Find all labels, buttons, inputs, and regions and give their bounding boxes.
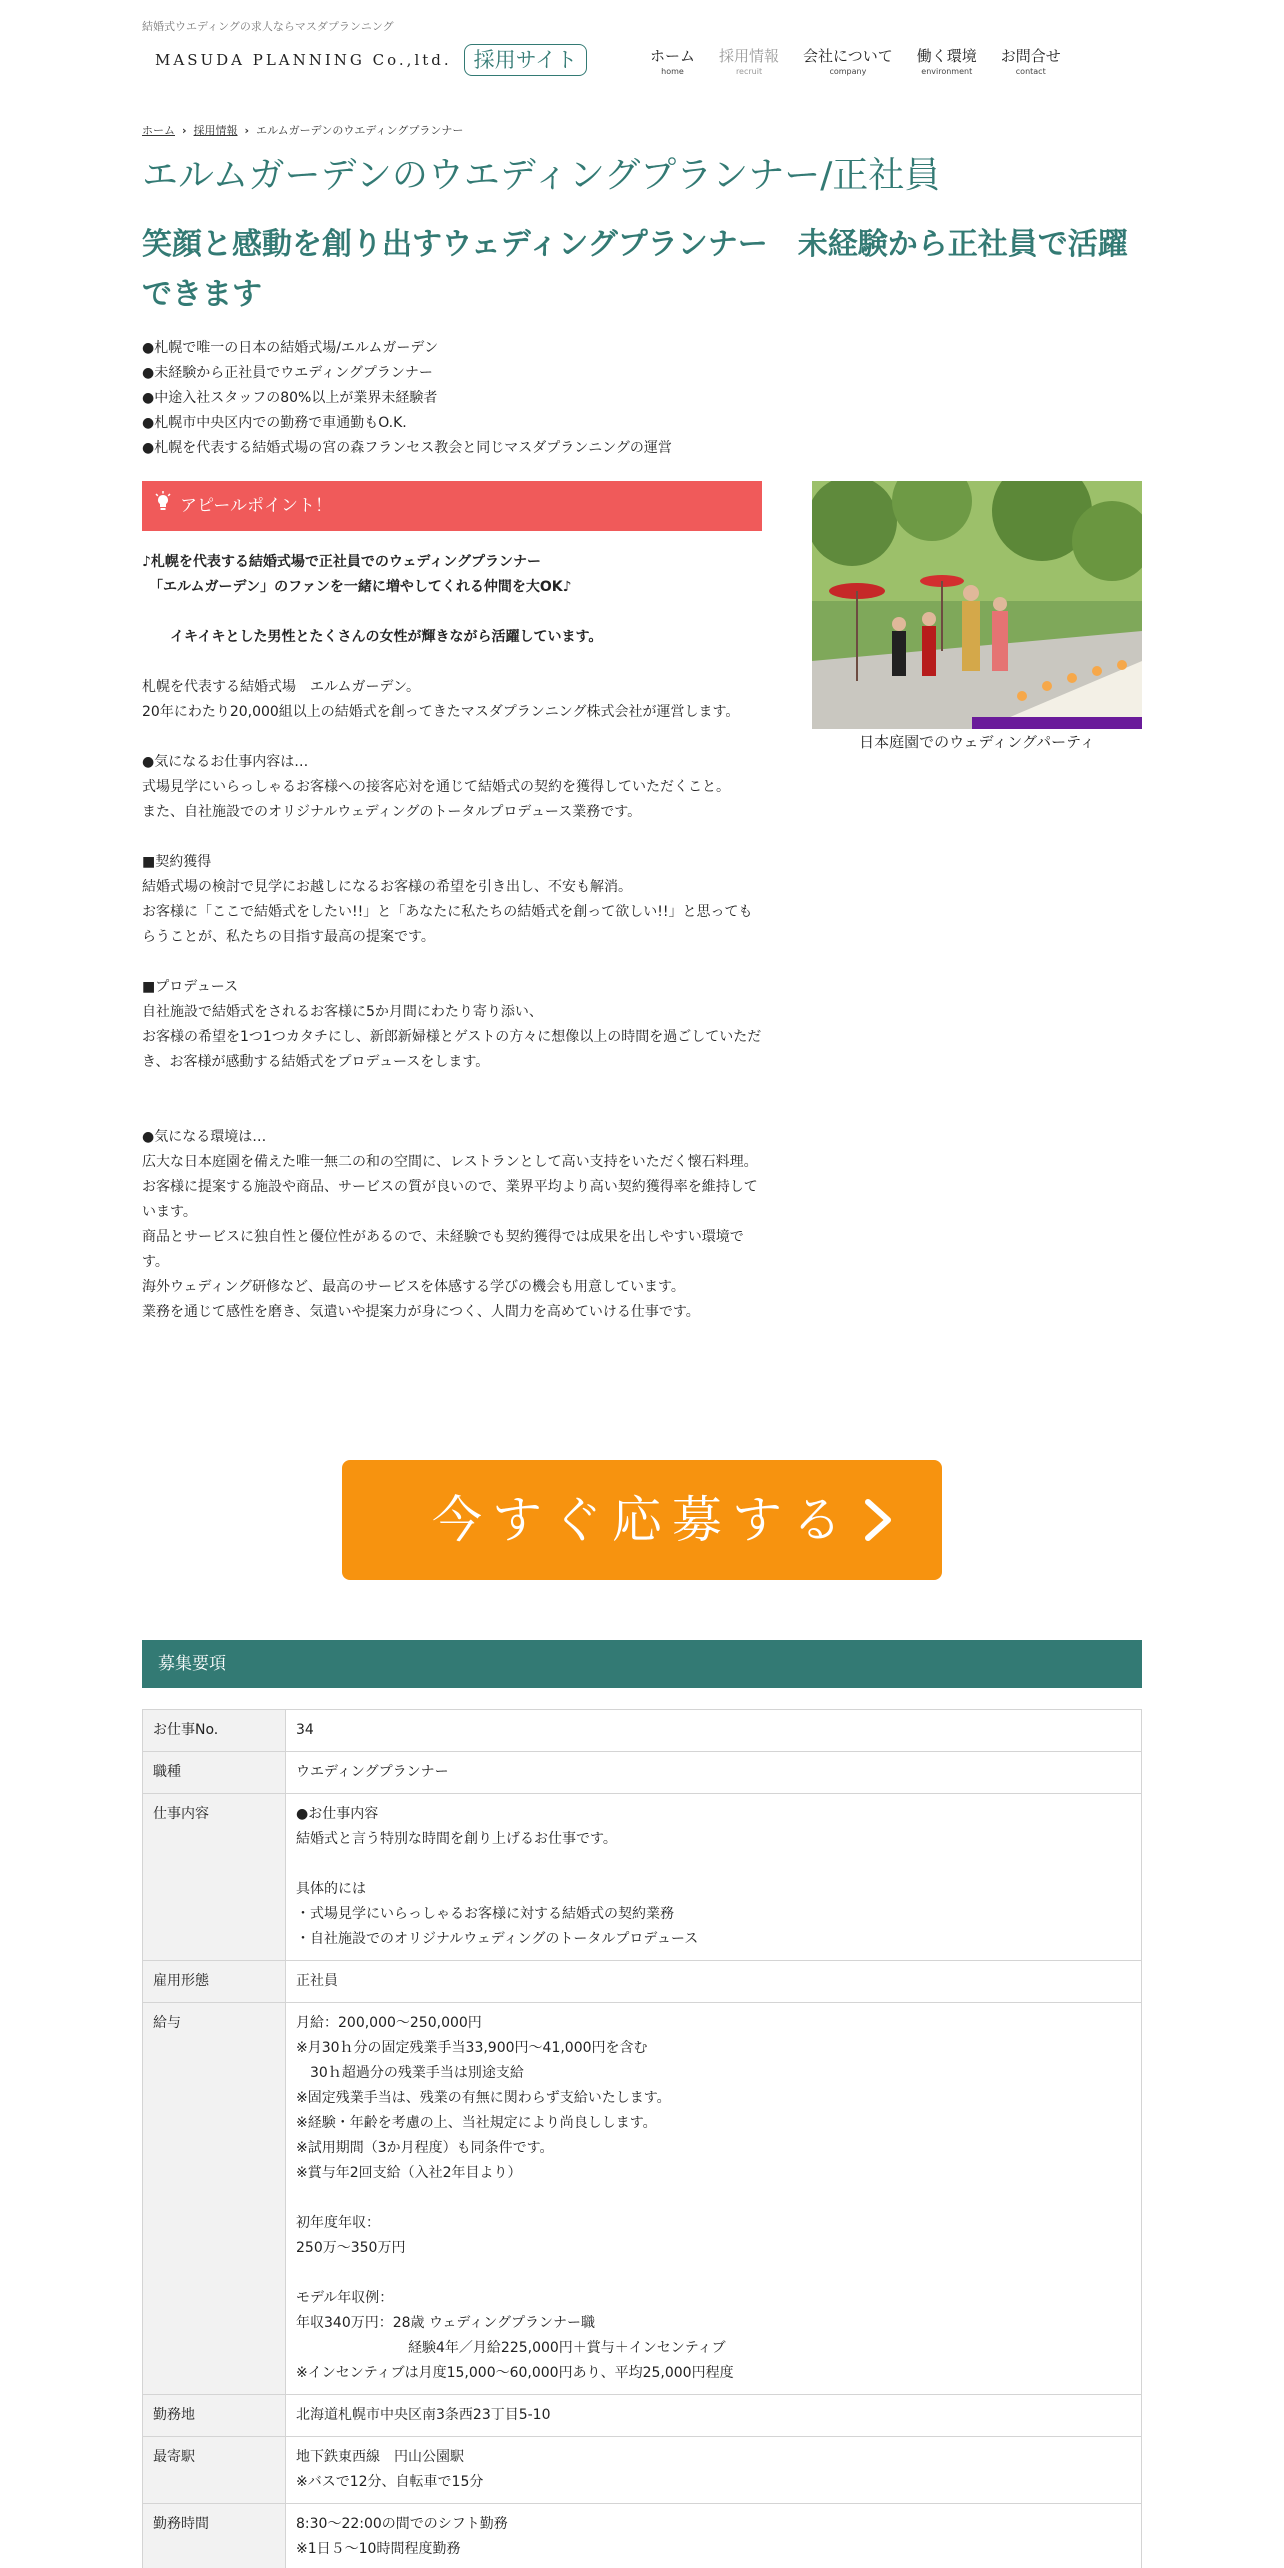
nav-company[interactable] bbox=[791, 46, 905, 77]
lightbulb-icon bbox=[154, 491, 172, 521]
appeal-paragraph: ●気になるお仕事内容は… 式場見学にいらっしゃるお客様への接客応対を通じて結婚式の契約を獲得していただくこと。 また、自社施設でのオリジナルウェディングのトータルプロデュース業務です。 bbox=[142, 754, 730, 820]
table-row bbox=[143, 2437, 1142, 2504]
nav-sublabel: home bbox=[661, 67, 684, 76]
list-item: ●札幌を代表する結婚式場の宮の森フランセス教会と同じマスダプランニングの運営 bbox=[142, 440, 672, 456]
breadcrumb bbox=[142, 121, 463, 141]
requirements-table bbox=[142, 1709, 1142, 2568]
table-row bbox=[143, 2504, 1142, 2568]
row-value: ウエディングプランナー bbox=[286, 1752, 1142, 1794]
nav-recruit[interactable] bbox=[707, 46, 791, 77]
nav-label: 採用情報 bbox=[719, 47, 780, 65]
nav-sublabel: contact bbox=[1015, 67, 1046, 76]
nav-sublabel: recruit bbox=[735, 67, 763, 76]
row-value: 8:30～22:00の間でのシフト勤務 ※1日５～10時間程度勤務 bbox=[286, 2504, 1142, 2568]
row-label: 雇用形態 bbox=[143, 1961, 286, 2003]
nav-label: お問合せ bbox=[1000, 47, 1061, 65]
list-item: ●札幌で唯一の日本の結婚式場/エルムガーデン bbox=[142, 340, 439, 356]
row-label: お仕事No. bbox=[143, 1710, 286, 1752]
catch-copy: 笑顔と感動を創り出すウェディングプランナー 未経験から正社員で活躍できます bbox=[142, 227, 1128, 312]
row-label: 仕事内容 bbox=[143, 1794, 286, 1961]
site-logo[interactable] bbox=[155, 43, 587, 77]
list-item: ●札幌市中央区内での勤務で車通勤もO.K. bbox=[142, 415, 407, 431]
row-label: 最寄駅 bbox=[143, 2437, 286, 2504]
appeal-paragraph: ■プロデュース 自社施設で結婚式をされるお客様に5か月間にわたり寄り添い、 お客様の希望を1つ1つカタチにし、新郎新婦様とゲストの方々に想像以上の時間を過ごしていただき、お客様が感動する結婚式をプロデュースをします。 bbox=[142, 979, 762, 1070]
breadcrumb-recruit-link[interactable]: 採用情報 bbox=[193, 124, 238, 137]
logo-badge: 採用サイト bbox=[464, 44, 588, 76]
breadcrumb-home-link[interactable]: ホーム bbox=[142, 124, 175, 137]
row-label: 勤務時間 bbox=[143, 2504, 286, 2568]
appeal-paragraph: ■契約獲得 結婚式場の検討で見学にお越しになるお客様の希望を引き出し、不安も解消。 お客様に「ここで結婚式をしたい!!」と「あなたに私たちの結婚式を創って欲しい!!」と思ってもらうことが、私たちの目指す最高の提案です。 bbox=[142, 854, 753, 945]
appeal-heading-label: アピールポイント！ bbox=[180, 495, 332, 516]
appeal-paragraph: 札幌を代表する結婚式場 エルムガーデン。 20年にわたり20,000組以上の結婚式を創ってきたマスダプランニング株式会社が運営します。 bbox=[142, 679, 740, 720]
row-value: 月給：200,000～250,000円 ※月30ｈ分の固定残業手当33,900円～41,000円を含む 30ｈ超過分の残業手当は別途支給 ※固定残業手当は、残業の有無に関わらず支給いたします。 ※経験・年齢を考慮の上、当社規定により尚良しします。 ※試用期間（3か月程度）も同条件です。 ※賞与年2回支給（入社2年目より） 初年度年収： 250万～350万円 モデル年収例： 年収340万円：28歳 ウェディングプランナー職 経験4年／月給225,000円＋賞与＋インセンティブ ※インセンティブは月度15,000～60,000円あり、平均25,000円程度 bbox=[286, 2003, 1142, 2395]
chevron-right-icon bbox=[862, 1498, 894, 1542]
row-value: ●お仕事内容 結婚式と言う特別な時間を創り上げるお仕事です。 具体的には ・式場見学にいらっしゃるお客様に対する結婚式の契約業務 ・自社施設でのオリジナルウェディングのトータルプロデュース bbox=[286, 1794, 1142, 1961]
list-item: ●未経験から正社員でウエディングプランナー bbox=[142, 365, 433, 381]
requirements-heading: 募集要項 bbox=[142, 1640, 1142, 1688]
photo-caption: 日本庭園でのウェディングパーティ bbox=[859, 733, 1095, 751]
row-value: 正社員 bbox=[286, 1961, 1142, 2003]
feature-list bbox=[142, 336, 672, 461]
page-title: エルムガーデンのウエディングプランナー/正社員 bbox=[142, 155, 941, 196]
appeal-lead-2: 「エルムガーデン」のファンを一緒に増やしてくれる仲間を大OK♪ bbox=[142, 579, 572, 595]
table-row bbox=[143, 1794, 1142, 1961]
nav-label: ホーム bbox=[650, 47, 696, 65]
nav-sublabel: environment bbox=[921, 67, 973, 76]
chevron-right-icon: › bbox=[244, 124, 250, 137]
nav-contact[interactable] bbox=[989, 46, 1073, 77]
row-value: 北海道札幌市中央区南3条西23丁目5-10 bbox=[286, 2395, 1142, 2437]
appeal-lead-1: ♪札幌を代表する結婚式場で正社員でのウェディングプランナー bbox=[142, 554, 541, 570]
appeal-paragraph: ●気になる環境は… 広大な日本庭園を備えた唯一無二の和の空間に、レストランとして高い支持をいただく懐石料理。 お客様に提案する施設や商品、サービスの質が良いので、業界平均より高い契約獲得率を維持しています。 商品とサービスに独自性と優位性があるので、未経験でも契約獲得では成果を出しやすい環境です。 海外ウェディング研修など、最高のサービスを体感する学びの機会も用意しています。 業務を通じて感性を磨き、気遣いや提案力が身につく、人間力を高めていける仕事です。 bbox=[142, 1129, 758, 1320]
nav-environment[interactable] bbox=[905, 46, 989, 77]
appeal-body bbox=[142, 550, 762, 1325]
row-value: 34 bbox=[286, 1710, 1142, 1752]
appeal-lead-3: イキイキとした男性とたくさんの女性が輝きながら活躍しています。 bbox=[142, 629, 603, 645]
nav-sublabel: company bbox=[829, 67, 867, 76]
breadcrumb-current: エルムガーデンのウエディングプランナー bbox=[256, 124, 464, 137]
apply-button-label: 今すぐ応募する bbox=[432, 1490, 852, 1549]
garden-wedding-photo bbox=[812, 481, 1142, 729]
table-row bbox=[143, 1710, 1142, 1752]
table-row bbox=[143, 2395, 1142, 2437]
row-value: 地下鉄東西線 円山公園駅 ※バスで12分、自転車で15分 bbox=[286, 2437, 1142, 2504]
chevron-right-icon: › bbox=[182, 124, 187, 137]
apply-now-button[interactable] bbox=[342, 1460, 942, 1580]
site-tagline: 結婚式ウエディングの求人ならマスダプランニング bbox=[142, 20, 394, 33]
logo-text: MASUDA PLANNING Co.,ltd. bbox=[155, 50, 452, 69]
appeal-heading bbox=[142, 481, 762, 531]
nav-label: 働く環境 bbox=[916, 47, 977, 65]
row-label: 勤務地 bbox=[143, 2395, 286, 2437]
row-label: 給与 bbox=[143, 2003, 286, 2395]
list-item: ●中途入社スタッフの80%以上が業界未経験者 bbox=[142, 390, 438, 406]
table-row bbox=[143, 1752, 1142, 1794]
nav-label: 会社について bbox=[803, 47, 893, 65]
table-row bbox=[143, 1961, 1142, 2003]
nav-home[interactable] bbox=[638, 46, 707, 77]
row-label: 職種 bbox=[143, 1752, 286, 1794]
table-row bbox=[143, 2003, 1142, 2395]
global-nav bbox=[638, 46, 1073, 77]
